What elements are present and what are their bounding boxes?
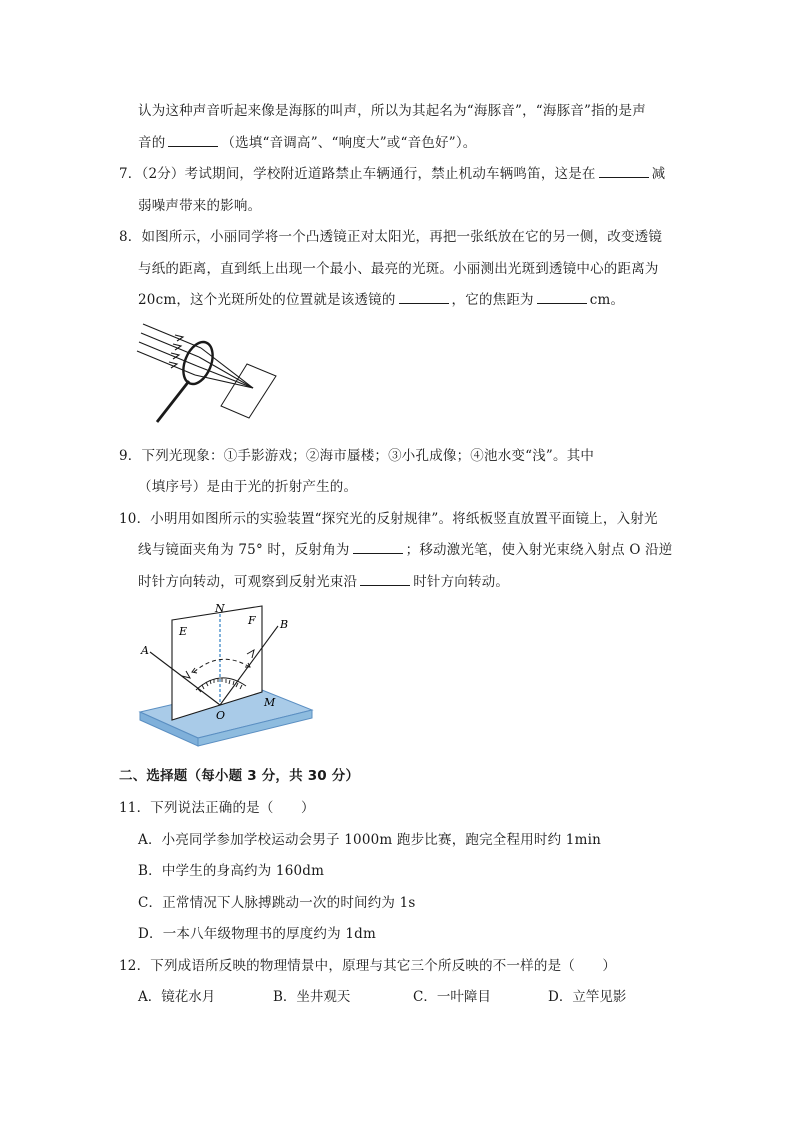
q8-text-c: cm。 [589,292,625,308]
q8-blank-1[interactable] [399,290,449,304]
q7-blank[interactable] [599,164,649,178]
label-B: B [280,618,289,631]
lens-focus-figure [135,318,295,428]
q10-text-d: 时针方向转动。 [413,574,510,590]
reflection-apparatus-figure [134,600,324,755]
q10-line2 [138,540,672,560]
q12-option-d[interactable]: D．立竿见影 [548,989,627,1005]
q7-line1 [119,164,665,184]
q12-option-a[interactable]: A．镜花水月 [138,989,216,1005]
q6-text-a: 音的 [138,135,166,151]
label-E: E [179,625,188,638]
label-F: F [248,614,256,627]
q9-line1: 9．下列光现象：①手影游戏；②海市蜃楼；③小孔成像；④池水变“浅”。其中 [119,448,595,464]
q6-text-b: （选填“音调高”、“响度大”或“音色好”）。 [221,135,477,151]
q12-option-b[interactable]: B．坐井观天 [273,989,351,1005]
q11-stem: 11．下列说法正确的是（ ） [119,800,315,816]
q10-blank-1[interactable] [353,540,403,554]
q11-option-b[interactable]: B．中学生的身高约为 160dm [138,863,325,879]
q8-text-b: ，它的焦距为 [451,292,534,308]
q9-line2: （填序号）是由于光的折射产生的。 [138,479,358,495]
q10-text-c: 时针方向转动，可观察到反射光束沿 [138,574,358,590]
label-N: N [215,602,225,615]
q8-line2: 与纸的距离，直到纸上出现一个最小、最亮的光斑。小丽测出光斑到透镜中心的距离为 [138,261,659,277]
q8-line1: 8．如图所示，小丽同学将一个凸透镜正对太阳光，再把一张纸放在它的另一侧，改变透镜 [119,229,663,245]
label-M: M [264,696,276,709]
q10-line3 [138,572,509,592]
q7-line2: 弱噪声带来的影响。 [138,198,262,214]
section2-heading: 二、选择题（每小题 3 分，共 30 分） [119,768,360,784]
q12-stem: 12．下列成语所反映的物理情景中，原理与其它三个所反映的不一样的是（ ） [119,958,617,974]
q7-text-a: 7．（2分）考试期间，学校附近道路禁止车辆通行，禁止机动车辆鸣笛，这是在 [119,166,596,182]
q12-option-c[interactable]: C．一叶障目 [413,989,491,1005]
q11-option-a[interactable]: A．小亮同学参加学校运动会男子 1000m 跑步比赛，跑完全程用时约 1min [138,832,601,848]
q10-text-b: ；移动激光笔，使入射光束绕入射点 O 沿逆 [405,542,673,558]
q8-blank-2[interactable] [537,290,587,304]
q6-continuation-line2 [138,133,476,153]
q8-line3 [138,290,624,310]
q10-text-a: 线与镜面夹角为 75° 时，反射角为 [138,542,350,558]
q8-text-a: 20cm，这个光斑所处的位置就是该透镜的 [138,292,396,308]
q6-blank[interactable] [168,133,218,147]
label-O: O [216,709,226,722]
q11-option-c[interactable]: C．正常情况下人脉搏跳动一次的时间约为 1s [138,895,416,911]
q10-line1: 10．小明用如图所示的实验装置“探究光的反射规律”。将纸板竖直放置平面镜上，入射光 [119,511,658,527]
q10-blank-2[interactable] [360,572,410,586]
q6-continuation-line1: 认为这种声音听起来像是海豚的叫声，所以为其起名为“海豚音”，“海豚音”指的是声 [138,103,646,119]
q11-option-d[interactable]: D．一本八年级物理书的厚度约为 1dm [138,926,376,942]
label-A: A [141,644,149,657]
q7-text-b: 减 [651,166,666,182]
